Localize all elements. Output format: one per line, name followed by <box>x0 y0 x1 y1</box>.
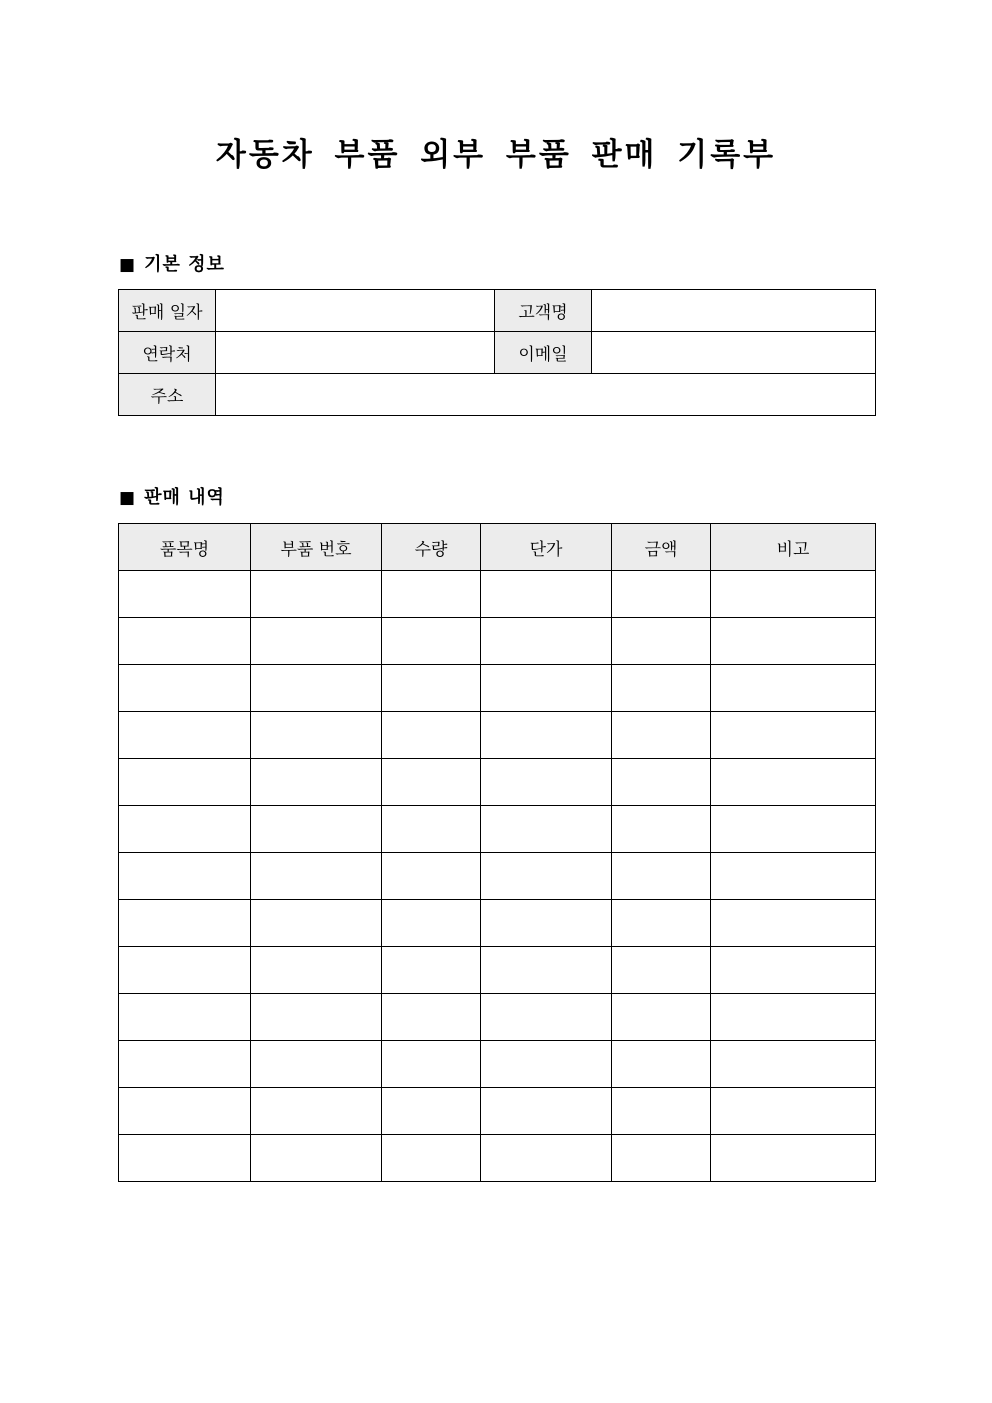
table-row <box>119 947 876 994</box>
item-name-cell[interactable] <box>119 1088 251 1135</box>
remarks-cell[interactable] <box>711 759 876 806</box>
remarks-cell[interactable] <box>711 1041 876 1088</box>
part-number-cell[interactable] <box>251 806 382 853</box>
sales-table-body <box>119 571 876 1182</box>
item-name-cell[interactable] <box>119 853 251 900</box>
remarks-cell[interactable] <box>711 618 876 665</box>
item-name-cell[interactable] <box>119 571 251 618</box>
document-title: 자동차 부품 외부 부품 판매 기록부 <box>215 137 777 173</box>
table-row <box>119 665 876 712</box>
part-number-cell[interactable] <box>251 618 382 665</box>
item-name-cell[interactable] <box>119 947 251 994</box>
table-row <box>119 712 876 759</box>
amount-cell[interactable] <box>612 712 711 759</box>
table-row <box>119 759 876 806</box>
amount-cell[interactable] <box>612 759 711 806</box>
table-row <box>119 1041 876 1088</box>
unit-price-cell[interactable] <box>481 759 612 806</box>
item-name-cell[interactable] <box>119 900 251 947</box>
amount-cell[interactable] <box>612 806 711 853</box>
sales-history-heading-text: 판매 내역 <box>144 487 225 508</box>
column-header-part-number: 부품 번호 <box>251 524 382 571</box>
email-label: 이메일 <box>495 332 592 374</box>
table-row <box>119 900 876 947</box>
amount-cell[interactable] <box>612 618 711 665</box>
remarks-cell[interactable] <box>711 994 876 1041</box>
remarks-cell[interactable] <box>711 665 876 712</box>
basic-info-row <box>119 290 876 332</box>
amount-cell[interactable] <box>612 947 711 994</box>
unit-price-cell[interactable] <box>481 853 612 900</box>
item-name-cell[interactable] <box>119 1041 251 1088</box>
basic-info-row <box>119 374 876 416</box>
unit-price-cell[interactable] <box>481 618 612 665</box>
part-number-cell[interactable] <box>251 665 382 712</box>
remarks-cell[interactable] <box>711 947 876 994</box>
quantity-cell[interactable] <box>382 665 481 712</box>
table-row <box>119 806 876 853</box>
part-number-cell[interactable] <box>251 759 382 806</box>
column-header-quantity: 수량 <box>382 524 481 571</box>
unit-price-cell[interactable] <box>481 900 612 947</box>
item-name-cell[interactable] <box>119 618 251 665</box>
column-header-remarks: 비고 <box>711 524 876 571</box>
column-header-item-name: 품목명 <box>119 524 251 571</box>
address-label: 주소 <box>119 374 216 416</box>
quantity-cell[interactable] <box>382 712 481 759</box>
unit-price-cell[interactable] <box>481 994 612 1041</box>
part-number-cell[interactable] <box>251 712 382 759</box>
table-row <box>119 994 876 1041</box>
quantity-cell[interactable] <box>382 947 481 994</box>
item-name-cell[interactable] <box>119 806 251 853</box>
remarks-cell[interactable] <box>711 1135 876 1182</box>
amount-cell[interactable] <box>612 853 711 900</box>
item-name-cell[interactable] <box>119 712 251 759</box>
quantity-cell[interactable] <box>382 1041 481 1088</box>
remarks-cell[interactable] <box>711 900 876 947</box>
unit-price-cell[interactable] <box>481 1135 612 1182</box>
amount-cell[interactable] <box>612 665 711 712</box>
remarks-cell[interactable] <box>711 853 876 900</box>
part-number-cell[interactable] <box>251 947 382 994</box>
quantity-cell[interactable] <box>382 571 481 618</box>
quantity-cell[interactable] <box>382 618 481 665</box>
unit-price-cell[interactable] <box>481 806 612 853</box>
contact-label: 연락처 <box>119 332 216 374</box>
sale-date-label: 판매 일자 <box>119 290 216 332</box>
unit-price-cell[interactable] <box>481 571 612 618</box>
part-number-cell[interactable] <box>251 1041 382 1088</box>
customer-name-label: 고객명 <box>495 290 592 332</box>
part-number-cell[interactable] <box>251 994 382 1041</box>
sale-date-field[interactable] <box>216 290 495 332</box>
amount-cell[interactable] <box>612 900 711 947</box>
quantity-cell[interactable] <box>382 1135 481 1182</box>
quantity-cell[interactable] <box>382 994 481 1041</box>
column-header-amount: 금액 <box>612 524 711 571</box>
unit-price-cell[interactable] <box>481 665 612 712</box>
item-name-cell[interactable] <box>119 759 251 806</box>
square-bullet-icon: ■ <box>119 255 137 275</box>
amount-cell[interactable] <box>612 994 711 1041</box>
unit-price-cell[interactable] <box>481 712 612 759</box>
basic-info-row <box>119 332 876 374</box>
email-field[interactable] <box>592 332 876 374</box>
item-name-cell[interactable] <box>119 994 251 1041</box>
remarks-cell[interactable] <box>711 806 876 853</box>
part-number-cell[interactable] <box>251 900 382 947</box>
table-row <box>119 853 876 900</box>
column-header-unit-price: 단가 <box>481 524 612 571</box>
quantity-cell[interactable] <box>382 759 481 806</box>
customer-name-field[interactable] <box>592 290 876 332</box>
address-field[interactable] <box>216 374 876 416</box>
quantity-cell[interactable] <box>382 900 481 947</box>
part-number-cell[interactable] <box>251 1135 382 1182</box>
quantity-cell[interactable] <box>382 806 481 853</box>
unit-price-cell[interactable] <box>481 1041 612 1088</box>
remarks-cell[interactable] <box>711 1088 876 1135</box>
remarks-cell[interactable] <box>711 571 876 618</box>
table-row <box>119 1088 876 1135</box>
sales-history-table <box>118 523 876 1182</box>
amount-cell[interactable] <box>612 1135 711 1182</box>
table-row <box>119 618 876 665</box>
basic-info-heading-text: 기본 정보 <box>144 254 225 275</box>
square-bullet-icon: ■ <box>119 488 137 508</box>
part-number-cell[interactable] <box>251 571 382 618</box>
remarks-cell[interactable] <box>711 712 876 759</box>
table-row <box>119 1135 876 1182</box>
amount-cell[interactable] <box>612 1041 711 1088</box>
amount-cell[interactable] <box>612 571 711 618</box>
unit-price-cell[interactable] <box>481 947 612 994</box>
quantity-cell[interactable] <box>382 853 481 900</box>
quantity-cell[interactable] <box>382 1088 481 1135</box>
item-name-cell[interactable] <box>119 665 251 712</box>
contact-field[interactable] <box>216 332 495 374</box>
unit-price-cell[interactable] <box>481 1088 612 1135</box>
sales-header-row <box>119 524 876 571</box>
part-number-cell[interactable] <box>251 1088 382 1135</box>
basic-info-heading <box>119 252 225 278</box>
table-row <box>119 571 876 618</box>
basic-info-table <box>118 289 876 416</box>
item-name-cell[interactable] <box>119 1135 251 1182</box>
sales-history-heading <box>119 485 225 511</box>
part-number-cell[interactable] <box>251 853 382 900</box>
amount-cell[interactable] <box>612 1088 711 1135</box>
